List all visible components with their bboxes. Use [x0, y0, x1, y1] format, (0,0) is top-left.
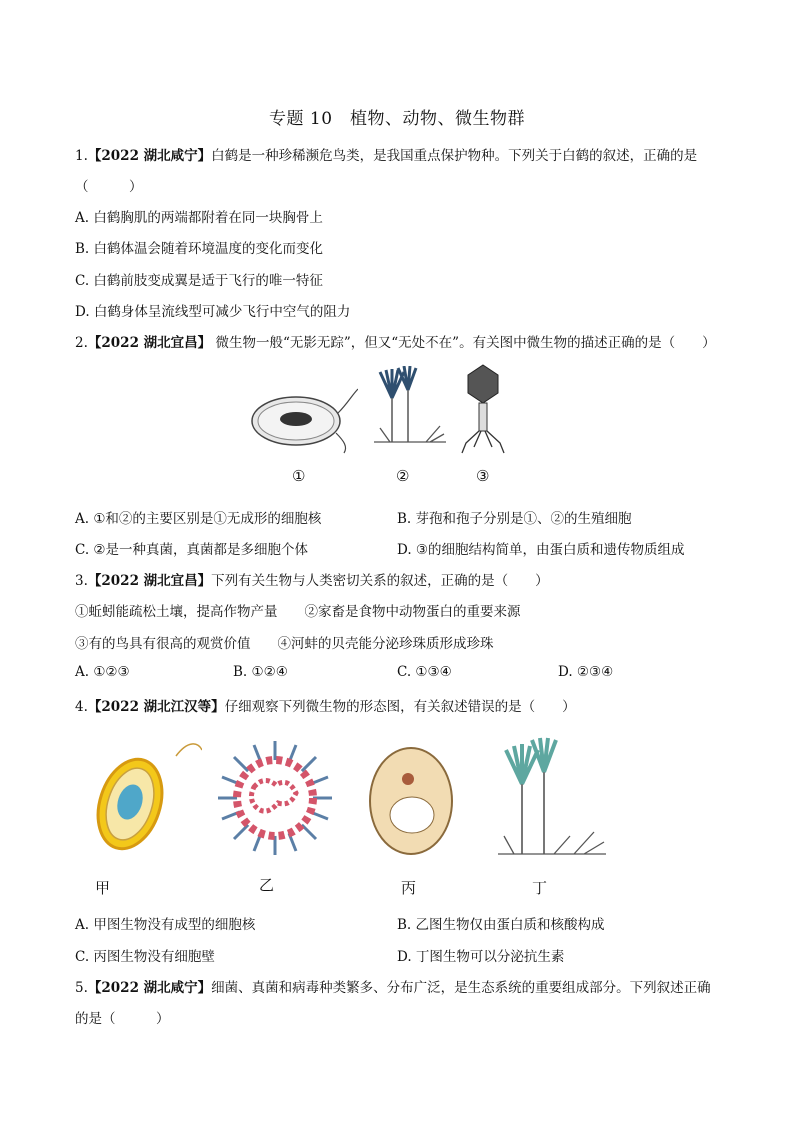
figure-label-yi: 乙 — [259, 876, 275, 894]
question-source: 【2022 湖北江汉等】 — [87, 699, 225, 715]
option-a: A. ①②③ — [75, 664, 130, 680]
question-5-stem-continued: 的是（ ） — [75, 1011, 170, 1027]
option-b: B. 芽孢和孢子分别是①、②的生殖细胞 — [397, 511, 632, 527]
figure-label-3: ③ — [476, 467, 490, 485]
penicillium-figure — [370, 366, 450, 450]
option-d: D. ②③④ — [558, 664, 614, 680]
question-4-stem — [75, 695, 576, 715]
figure-label-jia: 甲 — [95, 879, 111, 897]
question-3-stem — [75, 569, 549, 589]
option-a: A. ①和②的主要区别是①无成形的细胞核 — [75, 511, 322, 527]
question-text: 仔细观察下列微生物的形态图，有关叙述错误的是（ ） — [224, 699, 576, 715]
option-c: C. ②是一种真菌，真菌都是多细胞个体 — [75, 542, 309, 558]
option-d: D. 丁图生物可以分泌抗生素 — [397, 949, 565, 965]
question-text: 细菌、真菌和病毒种类繁多、分布广泛，是生态系统的重要组成部分。下列叙述正确 — [211, 980, 711, 996]
penicillium-figure — [494, 736, 610, 866]
question-number: 4. — [75, 699, 88, 715]
question-text: 白鹤是一种珍稀濒危鸟类，是我国重点保护物种。下列关于白鹤的叙述，正确的是 — [211, 148, 698, 164]
option-b: B. ①②④ — [233, 664, 288, 680]
question-5-stem — [75, 976, 711, 996]
option-b: B. 白鹤体温会随着环境温度的变化而变化 — [75, 241, 324, 257]
figure-label-2: ② — [396, 467, 410, 485]
question-number: 1. — [75, 148, 88, 164]
option-a: A. 白鹤胸肌的两端都附着在同一块胸骨上 — [75, 210, 323, 226]
figure-label-ding: 丁 — [532, 879, 548, 897]
virus-figure — [458, 363, 508, 455]
option-c: C. 白鹤前肢变成翼是适于飞行的唯一特征 — [75, 273, 323, 289]
question-number: 3. — [75, 573, 88, 589]
question-source: 【2022 湖北宜昌】 — [87, 573, 212, 589]
question-1-stem — [75, 144, 697, 164]
question-number: 5. — [75, 980, 88, 996]
page-title: 专题 10 植物、动物、微生物群 — [268, 109, 526, 129]
statement-line: ③有的鸟具有很高的观赏价值 ④河蚌的贝壳能分泌珍珠质形成珍珠 — [75, 636, 494, 652]
question-text: 下列有关生物与人类密切关系的叙述，正确的是（ ） — [211, 573, 549, 589]
option-a: A. 甲图生物没有成型的细胞核 — [75, 917, 256, 933]
bacterium-figure — [248, 383, 358, 455]
option-b: B. 乙图生物仅由蛋白质和核酸构成 — [397, 917, 605, 933]
yeast-figure — [366, 745, 456, 857]
question-source: 【2022 湖北咸宁】 — [87, 980, 212, 996]
answer-blank: （ ） — [75, 179, 143, 195]
option-c: C. ①③④ — [397, 664, 452, 680]
bacterium-figure — [76, 736, 202, 854]
question-source: 【2022 湖北咸宁】 — [87, 148, 212, 164]
question-text: 微生物一般“无影无踪”，但又“无处不在”。有关图中微生物的描述正确的是（ ） — [211, 335, 716, 351]
option-c: C. 丙图生物没有细胞壁 — [75, 949, 215, 965]
figure-label-1: ① — [292, 467, 306, 485]
virus-figure — [214, 737, 336, 859]
statement-line: ①蚯蚓能疏松土壤，提高作物产量 ②家畜是食物中动物蛋白的重要来源 — [75, 604, 521, 620]
question-source: 【2022 湖北宜昌】 — [87, 335, 212, 351]
figure-label-bing: 丙 — [401, 879, 417, 897]
question-number: 2. — [75, 335, 88, 351]
option-d: D. ③的细胞结构简单，由蛋白质和遗传物质组成 — [397, 542, 685, 558]
question-2-stem — [75, 331, 716, 351]
option-d: D. 白鹤身体呈流线型可减少飞行中空气的阻力 — [75, 304, 351, 320]
